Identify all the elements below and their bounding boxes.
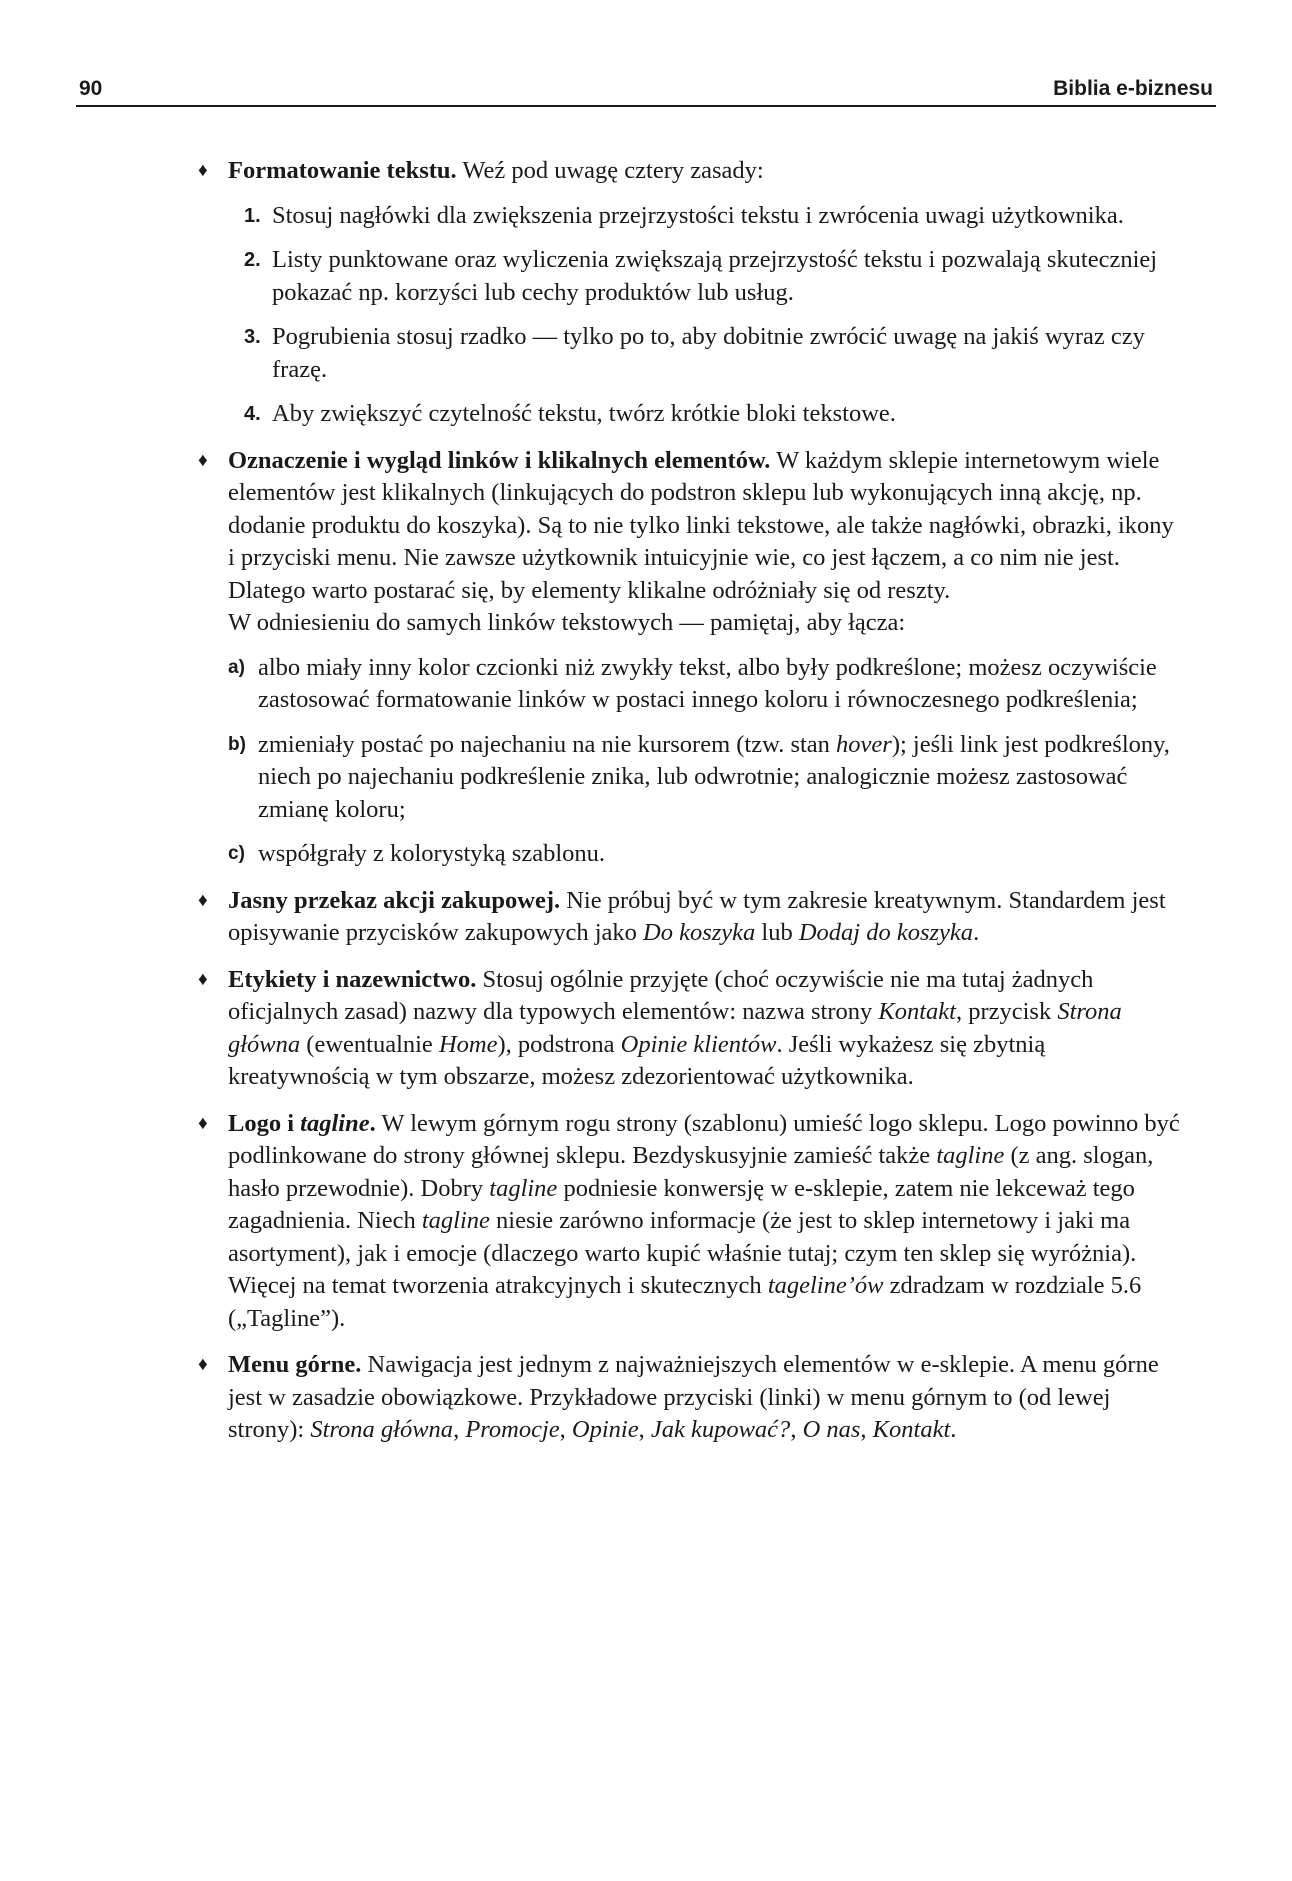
list-item: 2. Listy punktowane oraz wyliczenia zwiększają przejrzystość tekstu i pozwalają skuteczniej pokazać np. korzyści lub cechy produktów lub usług. — [244, 246, 1158, 306]
list-marker: b) — [228, 733, 246, 755]
list-marker: a) — [228, 656, 245, 678]
header-rule — [76, 105, 1216, 107]
bullet-heading: Formatowanie tekstu. — [228, 157, 457, 184]
diamond-bullet-icon: ♦ — [198, 889, 208, 911]
diamond-bullet-icon: ♦ — [198, 968, 208, 990]
numbered-list — [228, 200, 1182, 431]
page-number: 90 — [79, 77, 103, 100]
page-content — [198, 155, 1182, 1461]
list-marker: 1. — [244, 204, 261, 227]
bullet-heading: Oznaczenie i wygląd linków i klikalnych elementów. — [228, 446, 771, 474]
list-item: a) albo miały inny kolor czcionki niż zwykły tekst, albo były podkreślone; możesz oczywiście zastosować formatowanie linków w postaci innego koloru i równoczesnego podkreślenia; — [228, 653, 1157, 713]
page-header — [76, 74, 1216, 104]
bullet-item-purchase-action — [198, 885, 1182, 950]
list-marker: 4. — [244, 403, 261, 425]
bullet-item-links — [198, 445, 1182, 871]
bullet-paragraph: Menu górne. Nawigacja jest jednym z najważniejszych elementów w e-sklepie. A menu górne jest w zasadzie obowiązkowe. Przykładowe przyciski (linki) w menu górnym to (od lewej strony): Strona główna, Promocje, Opinie, Jak kupować?, O nas, Kontakt. — [228, 1351, 1159, 1443]
diamond-bullet-icon: ♦ — [198, 449, 208, 471]
bullet-paragraph: Oznaczenie i wygląd linków i klikalnych elementów. W każdym sklepie internetowym wiele elementów jest klikalnych (linkujących do podstron sklepu lub wykonujących inną akcję, np. dodanie produktu do koszyka). Są to nie tylko linki tekstowe, ale także nagłówki, obrazki, ikony i przyciski menu. Nie zawsze użytkownik intuicyjnie wie, co jest łączem, a co nim nie jest. Dlatego warto postarać się, by elementy klikalne odróżniały się od reszty. — [228, 446, 1174, 604]
bullet-heading: Etykiety i nazewnictwo. — [228, 965, 477, 993]
bullet-item-top-menu — [198, 1349, 1182, 1447]
bullet-paragraph: Logo i tagline. W lewym górnym rogu strony (szablonu) umieść logo sklepu. Logo powinno być podlinkowane do strony głównej sklepu. Bezdyskusyjnie zamieść także tagline (z ang. slogan, hasło przewodnie). Dobry tagline podniesie konwersję w e-sklepie, zatem nie lekceważ tego zagadnienia. Niech tagline niesie zarówno informacje (że jest to sklep internetowy i jaki ma asortyment), jak i emocje (dlaczego warto kupić właśnie tutaj; czym ten sklep się wyróżnia). Więcej na temat tworzenia atrakcyjnych i skutecznych tageline’ów zdradzam w rozdziale 5.6 („Tagline”). — [228, 1109, 1180, 1332]
sub-paragraph: W odniesieniu do samych linków tekstowych — pamiętaj, aby łącza: — [228, 609, 906, 636]
diamond-bullet-icon: ♦ — [198, 1112, 208, 1134]
list-item: 3. Pogrubienia stosuj rzadko — tylko po to, aby dobitnie zwrócić uwagę na jakiś wyraz czy frazę. — [244, 323, 1145, 383]
lettered-list — [228, 652, 1182, 871]
bullet-paragraph: Etykiety i nazewnictwo. Stosuj ogólnie przyjęte (choć oczywiście nie ma tutaj żadnych oficjalnych zasad) nazwy dla typowych elementów: nazwa strony Kontakt, przycisk Strona główna (ewentualnie Home), podstrona Opinie klientów. Jeśli wykażesz się zbytnią kreatywnością w tym obszarze, możesz zdezorientować użytkownika. — [228, 965, 1122, 1090]
bullet-heading: Menu górne. — [228, 1351, 362, 1378]
bullet-item-formatting — [198, 155, 1182, 431]
book-title: Biblia e-biznesu — [1053, 77, 1213, 100]
list-item: 4. Aby zwiększyć czytelność tekstu, twórz krótkie bloki tekstowe. — [228, 398, 1182, 431]
diamond-bullet-icon: ♦ — [198, 160, 208, 181]
bullet-item-logo-tagline — [198, 1108, 1182, 1336]
list-item: c) współgrały z kolorystyką szablonu. — [228, 838, 1182, 871]
diamond-bullet-icon: ♦ — [198, 1354, 208, 1375]
bullet-paragraph: Jasny przekaz akcji zakupowej. Nie próbuj być w tym zakresie kreatywnym. Standardem jest opisywanie przycisków zakupowych jako Do koszyka lub Dodaj do koszyka. — [228, 886, 1166, 946]
list-marker: c) — [228, 843, 245, 864]
bullet-paragraph: Formatowanie tekstu. Weź pod uwagę cztery zasady: — [228, 157, 764, 184]
list-marker: 3. — [244, 326, 261, 348]
bullet-heading: Logo i tagline. — [228, 1109, 376, 1137]
list-item: 1. Stosuj nagłówki dla zwiększenia przejrzystości tekstu i zwrócenia uwagi użytkownika. — [228, 200, 1182, 233]
bullet-heading: Jasny przekaz akcji zakupowej. — [228, 886, 561, 914]
list-marker: 2. — [244, 249, 261, 271]
list-item: b) zmieniały postać po najechaniu na nie kursorem (tzw. stan hover); jeśli link jest podkreślony, niech po najechaniu podkreślenie znika, lub odwrotnie; analogicznie możesz zastosować zmianę koloru; — [228, 730, 1170, 823]
bullet-item-labels — [198, 964, 1182, 1094]
